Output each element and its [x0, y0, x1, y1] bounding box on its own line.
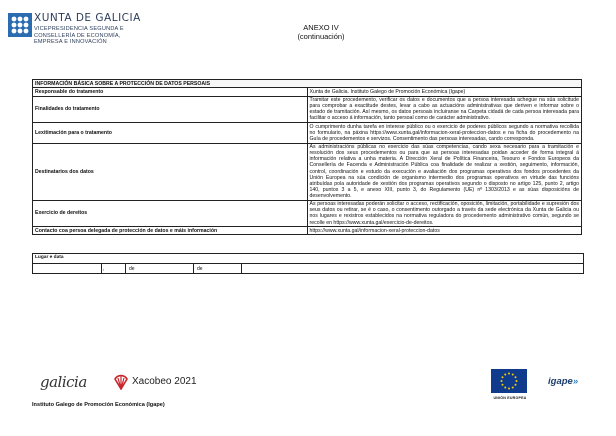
footer-organization: Instituto Galego de Promoción Económica (Igape) [32, 402, 165, 408]
table-heading: INFORMACIÓN BÁSICA SOBRE A PROTECCIÓN DE DATOS PERSOAIS [33, 80, 582, 88]
row-label: Destinatarios dos datos [33, 143, 308, 200]
row-text: https://www.xunta.gal/informacion-xeral-proteccion-datos [307, 227, 582, 235]
comma-separator: , [103, 266, 105, 272]
row-label: Finalidades do tratamento [33, 96, 308, 123]
department-line: VICEPRESIDENCIA SEGUNDA E [34, 26, 124, 32]
igape-logo-text: igape [548, 376, 573, 387]
month-field[interactable] [139, 264, 194, 274]
table-row [33, 143, 582, 200]
table-row [33, 227, 582, 235]
row-label: Responsable do tratamento [33, 88, 308, 96]
department-line: EMPRESA E INNOVACIÓN [34, 39, 107, 46]
day-field[interactable] [109, 264, 126, 274]
date-separator: de [129, 266, 135, 272]
row-text: Xunta de Galicia. Instituto Galego de Promoción Económica (Igape) [307, 88, 582, 96]
data-protection-table [32, 79, 582, 235]
place-date-label: Lugar e data [35, 255, 64, 260]
date-separator: de [197, 266, 203, 272]
row-label: Exercicio de dereitos [33, 200, 308, 227]
xacobeo-logo-text: Xacobeo 2021 [132, 376, 197, 387]
table-row [33, 88, 582, 96]
row-text: As persoas interesadas poderán solicitar o acceso, rectificación, oposición, limitación, portabilidade e supresión dos seus datos ou retirar, se é o caso, o consentimento outorgado a través da sede electrónica da Xunta de Galicia ou nos lugares e rexistros establecidos na normativa reguladora do procedemento administrativo común, segundo se recolle en https://www.xunta.gal/exercicio-de-dereitos. [307, 200, 582, 227]
place-date-fields [33, 263, 583, 274]
igape-arrows-icon: » [572, 376, 579, 387]
xunta-brand-name: XUNTA DE GALICIA [34, 12, 141, 24]
department-line: CONSELLERÍA DE ECONOMÍA, [34, 32, 121, 39]
annex-title: ANEXO IV [303, 23, 339, 32]
table-row [33, 123, 582, 143]
igape-logo [548, 376, 578, 387]
row-label: Lexitimación para o tratamento [33, 123, 308, 143]
row-text: As administracións públicas no exercicio das súas competencias, cando sexa necesario para a tramitación e resolución dos seus procedementos ou para que as persoas interesadas poidan acceder de forma integral á información relativa a unha materia. A Dirección Xeral de Política Financeira, Tesouro e Fondos Europeos da Consellería de Facenda e Administración Pública coa finalidade de realizar a xestión, seguimento, información, control, coordinación e estudo da execución e avaliación dos programas operativos dos fondos procedentes da Unión Europea na súa condición de organismo intermedio dos programas operativos en virtude das funcións atribuídas pola autoridade de xestión dos programas operativos segundo o disposto no artigo 125, punto 2, artigo 140, puntos 3 a 5, e anexo XIII, punto 3, do Regulamento (UE) nº 1303/2013 e as súas disposicións de desenvolvemento. [307, 143, 582, 200]
year-field[interactable] [207, 264, 242, 274]
place-date-box [32, 253, 584, 274]
table-row [33, 200, 582, 227]
galicia-logo: galicia [40, 373, 87, 391]
table-row [33, 96, 582, 123]
row-text: O cumprimento dunha tarefa en interese público ou o exercicio de poderes públicos segundo a normativa recollida no formulario, na páxina https://www.xunta.gal/informacion-xeral-proteccion-datos e na ficha do procedemento na Guía de procedementos e servizos. Consentimento das persoas interesadas, cando corresponda. [307, 123, 582, 143]
xacobeo-scallop-icon [113, 374, 129, 390]
row-text: Tramitar este procedemento, verificar os datos e documentos que a persoa interesada achegue na súa solicitude para comprobar a exactitude destes, levar a cabo as actuacións administrativas que deriven e informar sobre o estado de tramitación. Así mesmo, os datos persoais incluiranse na Carpeta cidadá de cada persoa interesada para facilitar o acceso á información, tanto persoal como de carácter administrativo. [307, 96, 582, 123]
eu-label: UNIÓN EUROPEA [493, 396, 527, 400]
table-heading-row [33, 80, 582, 88]
row-label: Contacto coa persoa delegada de protección de datos e máis información [33, 227, 308, 235]
eu-flag-icon [491, 369, 527, 393]
place-field[interactable] [33, 264, 105, 274]
annex-heading [0, 24, 616, 41]
annex-subtitle: (continuación) [297, 31, 345, 41]
